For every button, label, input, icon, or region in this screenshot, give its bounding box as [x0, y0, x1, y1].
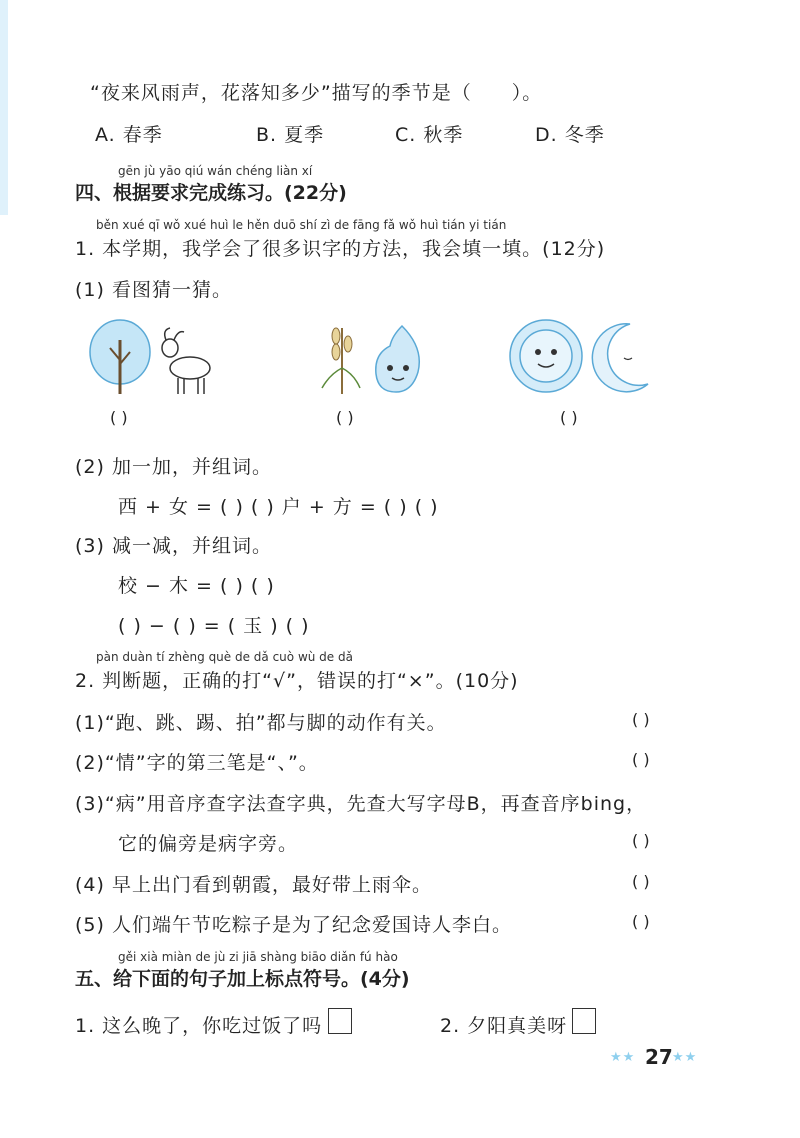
q1-title: 1. 本学期，我学会了很多识字的方法，我会填一填。(12分) [75, 238, 606, 260]
section5-pinyin: gěi xià miàn de jù zi jiā shàng biāo diǎn fú hào [118, 950, 398, 964]
judge-item-1: (1)“跑、跳、踢、拍”都与脚的动作有关。 [75, 712, 447, 734]
footer-stars-left: ★★ [610, 1050, 636, 1065]
sentence-1: 1. 这么晚了，你吃过饭了吗 [75, 1015, 323, 1037]
judge-item-3-cont: 它的偏旁是病字旁。 [118, 833, 299, 855]
q1-pinyin: běn xué qī wǒ xué huì le hěn duō shí zì de fāng fǎ wǒ huì tián yi tián [96, 218, 507, 232]
option-b[interactable]: B. 夏季 [256, 124, 325, 146]
judge-blank-1[interactable]: ( ) [632, 710, 650, 729]
sun-moon-picture [500, 318, 660, 398]
judge-blank-2[interactable]: ( ) [632, 750, 650, 769]
option-a[interactable]: A. 春季 [95, 124, 163, 146]
page-number: 27 [645, 1045, 673, 1069]
q1-part2-label: (2) 加一加，并组词。 [75, 456, 272, 478]
sun-face [520, 330, 572, 382]
judge-blank-3[interactable]: ( ) [632, 831, 650, 850]
section5-title: 五、给下面的句子加上标点符号。(4分) [75, 968, 410, 990]
q2-pinyin: pàn duàn tí zhèng què de dǎ cuò wù de dǎ [96, 650, 353, 664]
goat-head [162, 339, 178, 357]
judge-blank-5[interactable]: ( ) [632, 912, 650, 931]
q1-part2-equations[interactable]: 西 + 女 = ( ) ( ) 户 + 方 = ( ) ( ) [118, 496, 439, 518]
q2-title: 2. 判断题，正确的打“√”，错误的打“×”。(10分) [75, 670, 519, 692]
q1-part3-equation1[interactable]: 校 − 木 = ( ) ( ) [118, 575, 275, 597]
section4-pinyin: gēn jù yāo qiú wán chéng liàn xí [118, 164, 313, 178]
tree-goat-picture [88, 318, 228, 398]
judge-item-2: (2)“情”字的第三笔是“、”。 [75, 752, 319, 774]
punctuation-box-1[interactable] [328, 1008, 352, 1034]
picture1-answer-blank[interactable]: ( ) [110, 408, 128, 427]
judge-item-5: (5) 人们端午节吃粽子是为了纪念爱国诗人李白。 [75, 914, 512, 936]
judge-item-4: (4) 早上出门看到朝霞，最好带上雨伞。 [75, 874, 432, 896]
judge-blank-4[interactable]: ( ) [632, 872, 650, 891]
footer-stars-right: ★★ [672, 1050, 698, 1065]
section4-title: 四、根据要求完成练习。(22分) [75, 182, 347, 204]
goat-body [170, 357, 210, 379]
picture2-answer-blank[interactable]: ( ) [336, 408, 354, 427]
left-margin-bar [0, 0, 8, 215]
q1-part3-equation2[interactable]: ( ) − ( ) = ( 玉 ) ( ) [118, 615, 310, 637]
judge-item-3: (3)“病”用音序查字法查字典，先查大写字母B，再查音序bing， [75, 793, 647, 815]
option-d[interactable]: D. 冬季 [535, 124, 605, 146]
grain-fire-picture [312, 318, 442, 398]
moon [592, 324, 648, 392]
question-stem: “夜来风雨声，花落知多少”描写的季节是（ ）。 [90, 82, 543, 104]
q1-part1-label: (1) 看图猜一猜。 [75, 279, 232, 301]
fire-character [376, 326, 420, 392]
punctuation-box-2[interactable] [572, 1008, 596, 1034]
picture3-answer-blank[interactable]: ( ) [560, 408, 578, 427]
q1-part3-label: (3) 减一减，并组词。 [75, 535, 272, 557]
sentence-2: 2. 夕阳真美呀 [440, 1015, 568, 1037]
option-c[interactable]: C. 秋季 [395, 124, 464, 146]
